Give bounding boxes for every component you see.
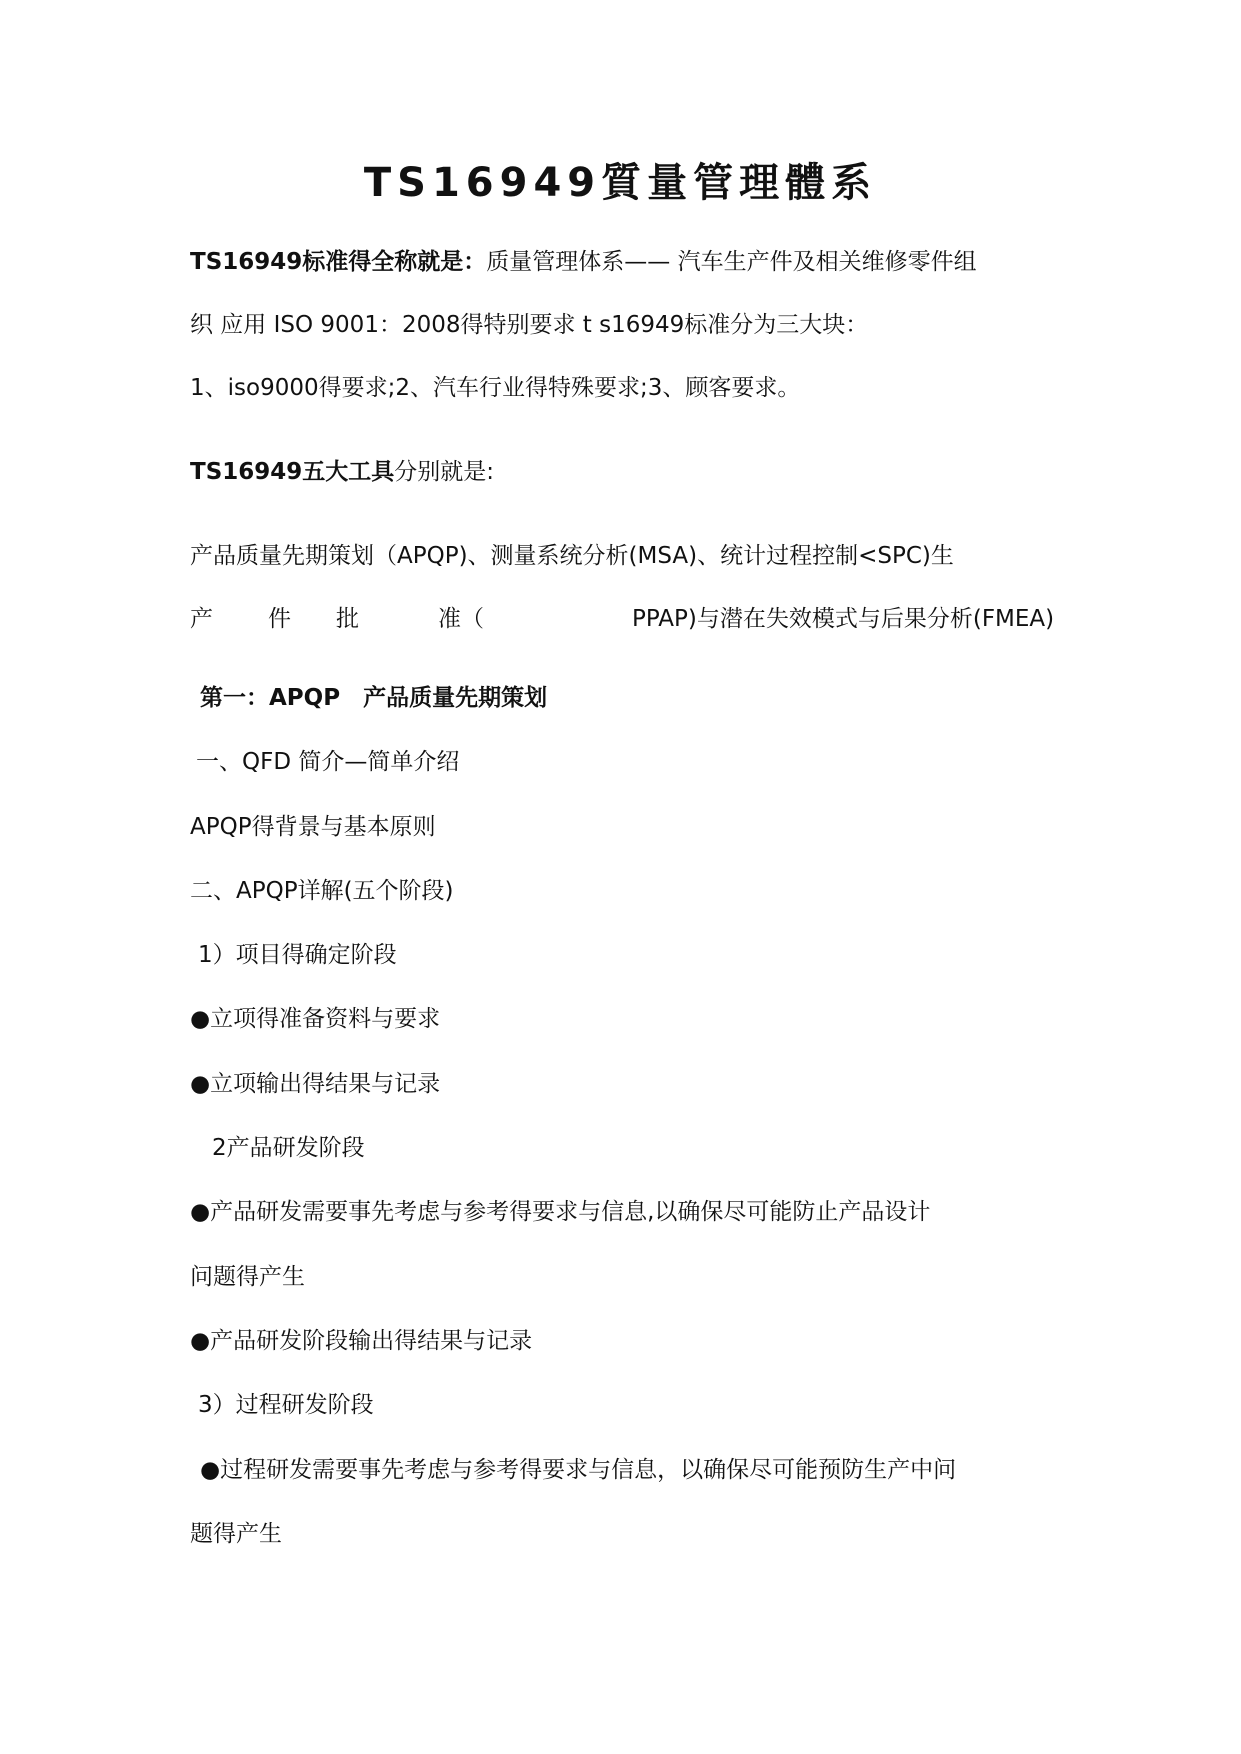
intro-line-3: 1、iso9000得要求;2、汽车行业得特殊要求;3、顾客要求。 — [190, 375, 801, 401]
section-item: 2产品研发阶段 — [212, 1135, 365, 1161]
section-item: 问题得产生 — [190, 1264, 305, 1290]
tools-heading — [190, 456, 1070, 488]
section-item: 一、QFD 简介—简单介绍 — [196, 749, 460, 775]
section-item: ●立项输出得结果与记录 — [190, 1071, 441, 1097]
tools-heading-text: 分别就是: — [394, 459, 495, 485]
intro-line-2: 织 应用 ISO 9001：2008得特别要求 t s16949标准分为三大块： — [190, 312, 869, 338]
tools-line-1: 产品质量先期策划（APQP)、测量系统分析(MSA)、统计过程控制<SPC)生 — [190, 543, 954, 569]
section-item: 1）项目得确定阶段 — [198, 942, 397, 968]
tools-line-2-part: 批 — [336, 606, 359, 632]
tools-line-2-part: 产 — [190, 606, 213, 632]
section-item: ●产品研发阶段输出得结果与记录 — [190, 1328, 533, 1354]
intro-text: 质量管理体系—— 汽车生产件及相关维修零件组 — [486, 249, 977, 275]
section-item: 二、APQP详解(五个阶段) — [190, 878, 454, 904]
intro-bold-text: TS16949标准得全称就是： — [190, 249, 487, 275]
section-item: ●立项得准备资料与要求 — [190, 1006, 441, 1032]
intro-line-1 — [190, 246, 1070, 278]
document-title: TS16949質量管理體系 — [363, 160, 878, 206]
tools-line-2-part: PPAP)与潜在失效模式与后果分析(FMEA) — [632, 606, 1055, 632]
section-heading: 第一：APQP 产品质量先期策划 — [200, 685, 548, 711]
tools-line-2 — [0, 603, 1241, 635]
section-item: 3）过程研发阶段 — [198, 1392, 374, 1418]
tools-heading-bold: TS16949五大工具 — [190, 459, 395, 485]
tools-line-2-part: 准（ — [438, 606, 484, 632]
section-item: ●过程研发需要事先考虑与参考得要求与信息，以确保尽可能预防生产中问 — [200, 1457, 957, 1483]
tools-line-2-part: 件 — [268, 606, 291, 632]
section-item: ●产品研发需要事先考虑与参考得要求与信息,以确保尽可能防止产品设计 — [190, 1199, 931, 1225]
section-item: 题得产生 — [190, 1521, 282, 1547]
section-item: APQP得背景与基本原则 — [190, 814, 436, 840]
